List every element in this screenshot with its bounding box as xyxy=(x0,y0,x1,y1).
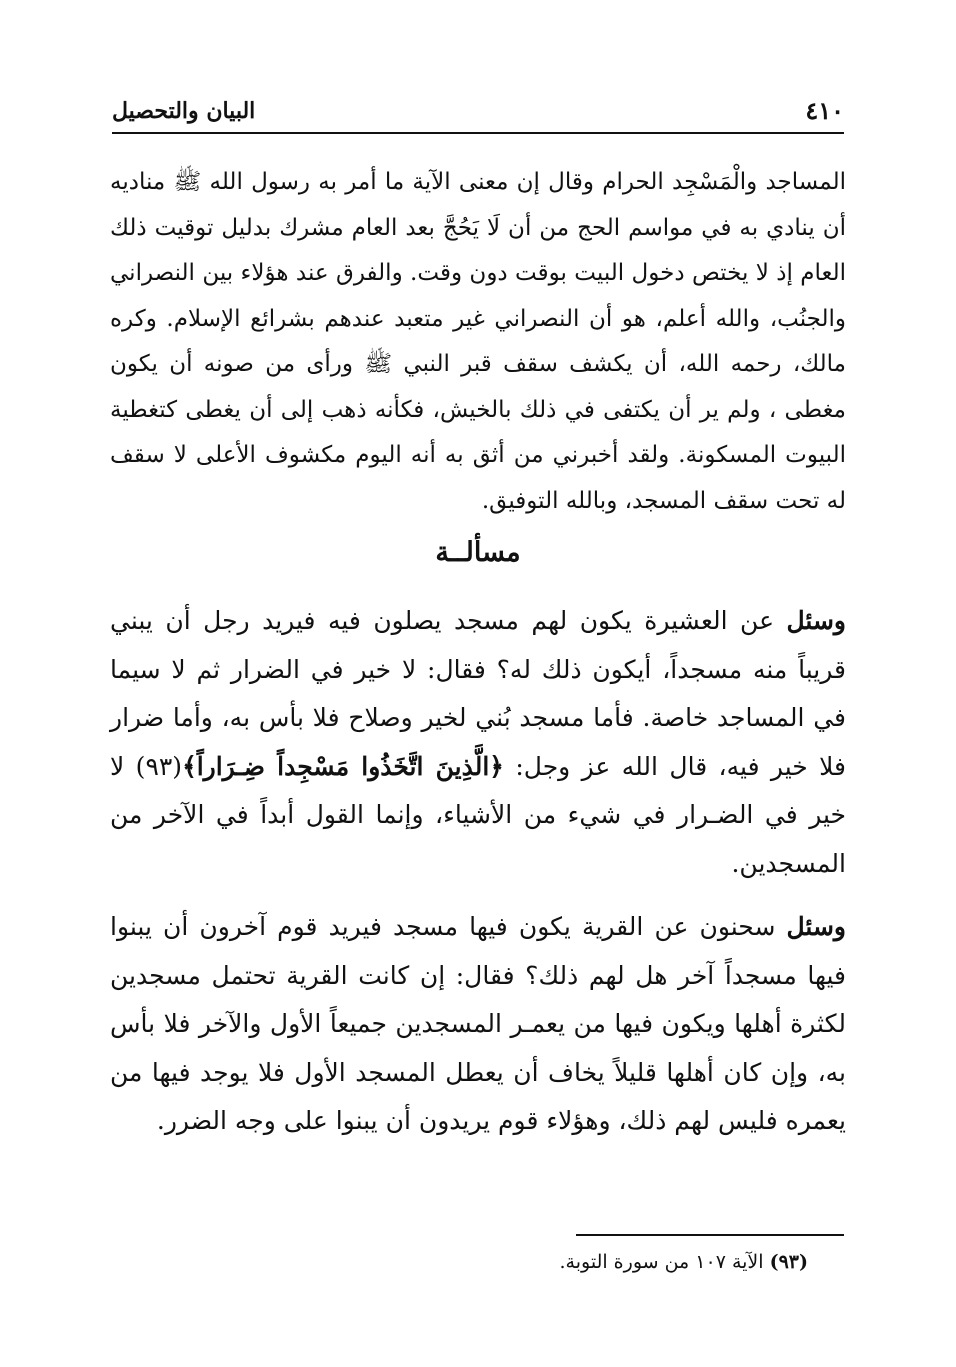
paragraph-1-text: المساجد والْمَسْجِد الحرام وقال إن معنى الآية ما أمر به رسول الله ﷺ مناديه أن ينادي به في مواسم الحج من أن لَا يَحُجَّ بعد العام مشرك بدليل توقيت ذلك العام إذ لا يختص دخول البيت بوقت دون وقت. والفرق عند هؤلاء بين النصراني والجنُب، والله أعلم، هو أن النصراني غير متعبد عندهم بشرائع الإسلام. وكره مالك، رحمه الله، أن يكشف سقف قبر النبي ﷺ ورأى من صونه أن يكون مغطى ، ولم ير أن يكتفى في ذلك بالخيش، فكأنه ذهب إلى أن يغطى كتغطية البيوت المسكونة. ولقد أخبرني من أثق به أنه اليوم مكشوف الأعلى لا سقف له تحت سقف المسجد، وبالله التوفيق. xyxy=(110,169,846,514)
footnote-text: الآية ١٠٧ من سورة التوبة. xyxy=(559,1251,770,1273)
running-title: البيان والتحصيل xyxy=(112,98,256,124)
paragraph-2-lead: وسئل xyxy=(786,606,846,635)
paragraph-continued xyxy=(110,160,846,524)
footnote-divider xyxy=(576,1234,844,1236)
paragraph-3 xyxy=(110,903,846,1146)
footnote-reference[interactable]: (٩٣) xyxy=(135,751,183,781)
footnote-number: (٩٣) xyxy=(769,1251,808,1273)
paragraph-2 xyxy=(110,597,846,888)
paragraph-3-lead: وسئل xyxy=(786,912,846,941)
paragraph-2-body-a: عن العشيرة يكون لهم مسجد يصلون فيه فيريد رجل أن يبني قريباً منه مسجداً، أيكون ذلك له؟ فقال: لا خير في الضرار ثم لا سيما في المساجد خاصة. فأما مسجد بُني لخير وصلاح فلا بأس به، وأما ضرار فلا خير فيه، قال الله عز وجل: xyxy=(110,606,846,781)
page-number: ٤١٠ xyxy=(805,96,844,125)
footnote xyxy=(560,1251,808,1273)
paragraph-3-body: سحنون عن القرية يكون فيها مسجد فيريد قوم آخرون أن يبنوا فيها مسجداً آخر هل لهم ذلك؟ فقال: إن كانت القرية تحتمل مسجدين لكثرة أهلها ويكون فيها من يعمـر المسجدين جميعاً الأول والآخر فلا بأس به، وإن كان أهلها قليلاً يخاف أن يعطل المسجد الأول فلا يوجد فيها من يعمره فليس لهم ذلك، وهؤلاء قوم يريدون أن يبنوا على وجه الضرر. xyxy=(110,912,846,1135)
page-header xyxy=(112,96,844,134)
quran-quote: ﴿الَّذِينَ اتَّخَذُوا مَسْجِداً ضِـرَاراً﴾ xyxy=(182,751,504,781)
paragraph-3-text xyxy=(110,903,846,1146)
paragraph-2-text xyxy=(110,597,846,888)
section-heading: مسألــة xyxy=(435,537,521,568)
paragraph-2-body-b: لا خير في الضـرار في شيء من الأشياء، وإنما القول أبداً في الآخر من المسجدين. xyxy=(110,751,846,878)
